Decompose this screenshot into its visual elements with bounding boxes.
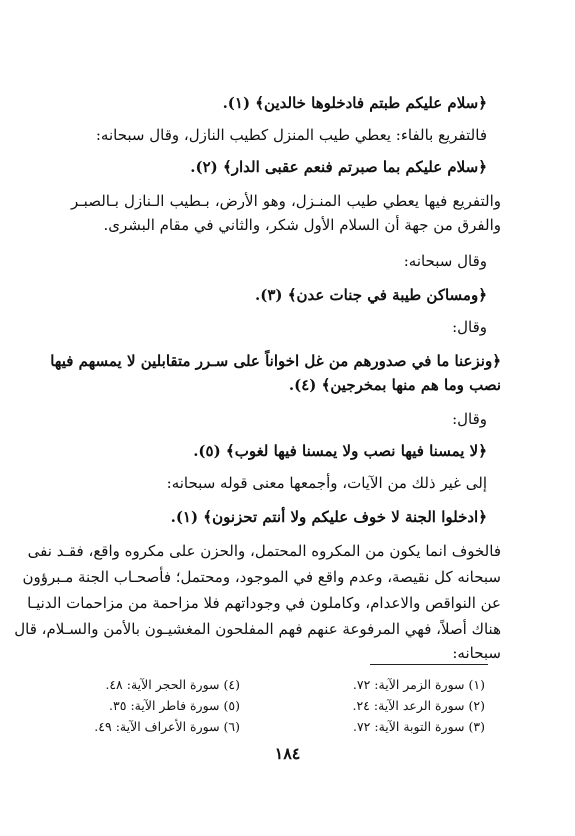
text-line-9: سبحانه كل نقيصة، وعدم واقع في الموجود، ومحتمل؛ فأصحـاب الجنة مـبرؤون [22,568,501,586]
text-line-8: فالخوف انما يكون من المكروه المحتمل، والحزن على مكروه واقع، فقـد نفى [27,542,501,560]
footnote-4: (٤) سورة الحجر الآية: ٤٨. [105,677,240,692]
footnote-6: (٦) سورة الأعراف الآية: ٤٩. [94,719,240,734]
text-line-3: والفرق من جهة أن السلام الأول شكر، والثاني في مقام البشرى. [103,216,501,234]
quran-verse-6: ﴿ادخلوا الجنة لا خوف عليكم ولا أنتم تحزنون﴾ (١). [170,508,487,526]
footnote-5: (٥) سورة فاطر الآية: ٣٥. [109,698,240,713]
text-line-11: هناك أصلاً، فهي المرفوعة عنهم فهم المفلحون المغشيـون بالأمن والسـلام، قال [14,620,501,638]
quran-verse-5: ﴿لا يمسنا فيها نصب ولا يمسنا فيها لغوب﴾ (٥). [193,442,487,460]
text-line-5: وقال: [452,318,487,336]
footnote-3: (٣) سورة التوبة الآية: ٧٢. [352,719,485,734]
page-number: ١٨٤ [274,744,301,763]
quran-verse-2: ﴿سلام عليكم بما صبرتم فنعم عقبى الدار﴾ (٢). [190,158,487,176]
text-line-2: والتفريع فيها يعطي طيب المنـزل، وهو الأرض، بـطيب الـنازل بـالصبـر [71,192,501,210]
quran-verse-1: ﴿سلام عليكم طبتم فادخلوها خالدين﴾ (١). [222,94,487,112]
footnote-2: (٢) سورة الرعد الآية: ٢٤. [352,698,485,713]
footnote-1: (١) سورة الزمر الآية: ٧٢. [352,677,485,692]
quran-verse-4b: نصب وما هم منها بمخرجين﴾ (٤). [288,376,501,394]
quran-verse-4a: ﴿ونزعنا ما في صدورهم من غل اخواناً على سـرر متقابلين لا يمسهم فيها [50,352,501,370]
text-line-6: وقال: [452,410,487,428]
footnote-divider [370,664,488,665]
text-line-7: إلى غير ذلك من الآيات، وأجمعها معنى قوله سبحانه: [166,474,487,492]
text-line-12: سبحانه: [452,644,501,662]
quran-verse-3: ﴿ومساكن طيبة في جنات عدن﴾ (٣). [254,286,487,304]
text-line-10: عن النواقص والاعدام، وكاملون في وجوداتهم فلا مزاحمة من مزاحمات الدنيـا [27,594,501,612]
text-line-1: فالتفريع بالفاء: يعطي طيب المنزل كطيب النازل، وقال سبحانه: [95,126,487,144]
text-line-4: وقال سبحانه: [403,252,487,270]
